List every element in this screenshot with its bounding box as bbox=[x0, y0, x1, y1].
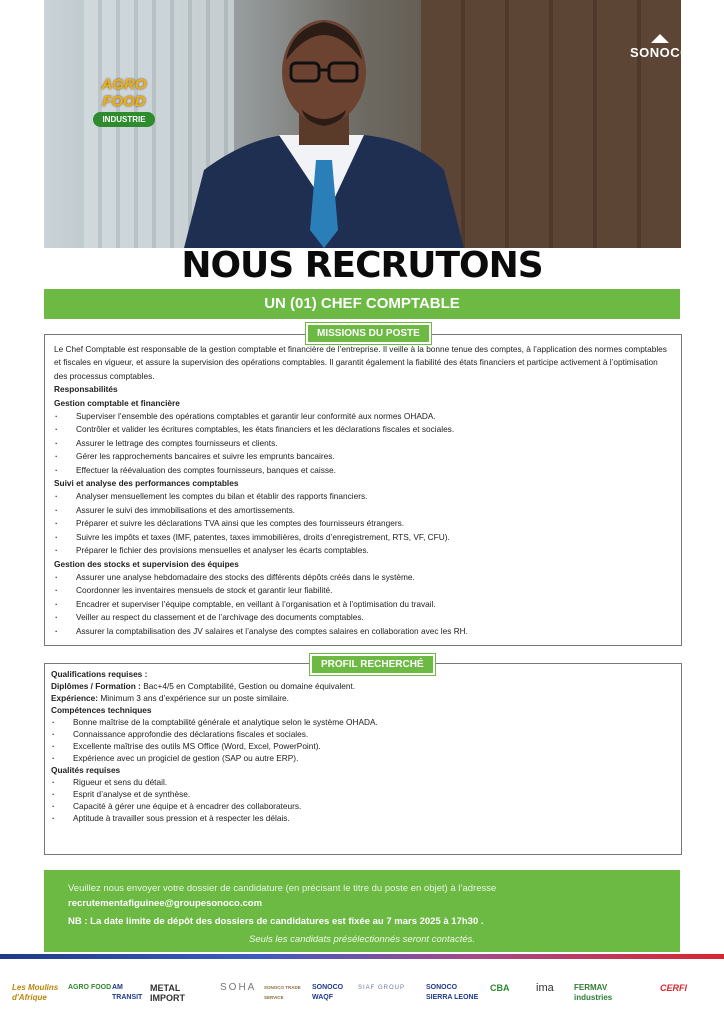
list-item: · Superviser l’ensemble des opérations comptables et garantir leur conformité aux normes OHADA. bbox=[54, 410, 672, 423]
experience-value: Minimum 3 ans d’expérience sur un poste similaire. bbox=[98, 693, 289, 703]
partner-logo: SONOCO WAQF bbox=[312, 984, 344, 1001]
qualities-list bbox=[51, 776, 671, 824]
list-item: · Analyser mensuellement les comptes du bilan et établir des rapports financiers. bbox=[54, 490, 672, 503]
partner-logo: ima bbox=[536, 982, 554, 994]
partner-logo: SONOCO TRADE SERVICE bbox=[264, 985, 301, 1000]
list-item: · Effectuer la réévaluation des comptes fournisseurs, banques et caisse. bbox=[54, 464, 672, 477]
shortlist-note: Seuls les candidats présélectionnés seront contactés. bbox=[248, 934, 476, 945]
sonoco-logo-text: SONOCO bbox=[630, 45, 691, 60]
diploma-label: Diplômes / Formation : bbox=[51, 681, 141, 691]
experience-line bbox=[51, 692, 671, 704]
agro-food-logo-name: AGRO FOOD bbox=[101, 76, 147, 110]
list-item: · Suivre les impôts et taxes (IMF, patentes, taxes immobilières, droits d’enregistrement, RTS, VF, CFU). bbox=[54, 531, 672, 544]
list-item: · Gérer les rapprochements bancaires et suivre les emprunts bancaires. bbox=[54, 450, 672, 463]
partner-logo: METAL IMPORT bbox=[150, 983, 185, 1003]
job-title-bar: UN (01) CHEF COMPTABLE bbox=[44, 289, 680, 319]
partner-logo: AGRO FOOD bbox=[68, 984, 112, 991]
list-item: · Encadrer et superviser l’équipe comptable, en veillant à l’organisation et à l’optimisation du travail. bbox=[54, 598, 672, 611]
profile-tag: PROFIL RECHERCHÉ bbox=[310, 654, 435, 675]
missions-content bbox=[54, 343, 672, 638]
list-item: · Aptitude à travailler sous pression et à respecter les délais. bbox=[51, 812, 671, 824]
partner-logo: SIAF GROUP bbox=[358, 985, 406, 991]
partner-logo: FERMAV industries bbox=[574, 983, 613, 1002]
qualifications-heading: Qualifications requises : bbox=[51, 669, 148, 679]
agro-food-logo-sub: INDUSTRIE bbox=[93, 112, 155, 127]
agro-food-logo bbox=[84, 76, 164, 127]
competences-heading: Compétences techniques bbox=[51, 705, 152, 715]
application-footer bbox=[44, 870, 680, 952]
list-item: · Assurer une analyse hebdomadaire des stocks des différents dépôts créés dans le système. bbox=[54, 571, 672, 584]
sonoco-triangle-icon bbox=[651, 34, 669, 43]
experience-label: Expérience: bbox=[51, 693, 99, 703]
list-item: · Expérience avec un progiciel de gestion (SAP ou autre ERP). bbox=[51, 752, 671, 764]
qualities-heading: Qualités requises bbox=[51, 765, 121, 775]
list-item: · Assurer le lettrage des comptes fournisseurs et clients. bbox=[54, 437, 672, 450]
competences-list bbox=[51, 716, 671, 764]
missions-tag: MISSIONS DU POSTE bbox=[306, 323, 431, 344]
missions-box bbox=[44, 334, 682, 646]
list-item: · Capacité à gérer une équipe et à encadrer des collaborateurs. bbox=[51, 800, 671, 812]
profile-box bbox=[44, 663, 682, 855]
profile-content bbox=[51, 668, 671, 824]
hero-photo bbox=[44, 0, 691, 248]
list-item: · Préparer le fichier des provisions mensuelles et analyser les écarts comptables. bbox=[54, 544, 672, 557]
list-item: · Assurer la comptabilisation des JV salaires et l’analyse des comptes salaires en collaboration avec les RH. bbox=[54, 625, 672, 638]
sonoco-logo bbox=[630, 34, 691, 60]
mission-section-heading: Gestion comptable et financière bbox=[54, 397, 180, 408]
application-instructions: Veuillez nous envoyer votre dossier de candidature (en précisant le titre du poste en objet) à l’adresse bbox=[68, 883, 497, 894]
list-item: · Veiller au respect du classement et de l’archivage des documents comptables. bbox=[54, 611, 672, 624]
list-item: · Coordonner les inventaires mensuels de stock et garantir leur fiabilité. bbox=[54, 584, 672, 597]
partner-logo: SOHA bbox=[220, 982, 257, 993]
application-email[interactable]: recrutementafiguinee@groupesonoco.com bbox=[68, 898, 263, 909]
partner-logo: AM TRANSIT bbox=[112, 984, 143, 1001]
mission-section-heading: Suivi et analyse des performances comptables bbox=[54, 478, 239, 489]
list-item: · Rigueur et sens du détail. bbox=[51, 776, 671, 788]
diploma-value: Bac+4/5 en Comptabilité, Gestion ou domaine équivalent. bbox=[140, 681, 356, 691]
partner-logo: Les Moulins d'Afrique bbox=[12, 983, 59, 1002]
list-item: · Excellente maîtrise des outils MS Office (Word, Excel, PowerPoint). bbox=[51, 740, 671, 752]
diploma-line bbox=[51, 680, 671, 692]
mission-sections bbox=[54, 397, 672, 638]
list-item: · Contrôler et valider les écritures comptables, les états financiers et les déclarations fiscales et sociales. bbox=[54, 423, 672, 436]
list-item: · Assurer le suivi des immobilisations et des amortissements. bbox=[54, 504, 672, 517]
partner-logo: CERFI bbox=[660, 983, 687, 993]
partner-logo: SONOCO SIERRA LEONE bbox=[426, 984, 479, 1001]
responsibilities-heading: Responsabilités bbox=[54, 384, 118, 395]
list-item: · Connaissance approfondie des déclarations fiscales et sociales. bbox=[51, 728, 671, 740]
page-title: NOUS RECRUTONS bbox=[181, 245, 543, 286]
list-item: · Préparer et suivre les déclarations TVA ainsi que les comptes des fournisseurs étrangers. bbox=[54, 517, 672, 530]
list-item: · Esprit d’analyse et de synthèse. bbox=[51, 788, 671, 800]
application-deadline: NB : La date limite de dépôt des dossiers de candidatures est fixée au 7 mars 2025 à 17h30 . bbox=[68, 916, 484, 927]
missions-intro: Le Chef Comptable est responsable de la gestion comptable et financière de l’entreprise. Il veille à la bonne tenue des comptes, à l’application des normes comptables et fiscales en vigueur, et assure la supervision des opérations comptables. Il garantit également la fiabilité des états financiers et participe activement à l’optimisation des processus comptables. bbox=[54, 344, 667, 381]
list-item: · Bonne maîtrise de la comptabilité générale et analytique selon le système OHADA. bbox=[51, 716, 671, 728]
color-stripe-divider bbox=[0, 954, 724, 959]
partner-logos-row bbox=[0, 975, 724, 1015]
mission-section-heading: Gestion des stocks et supervision des équipes bbox=[54, 558, 239, 569]
partner-logo: CBA bbox=[490, 983, 510, 993]
